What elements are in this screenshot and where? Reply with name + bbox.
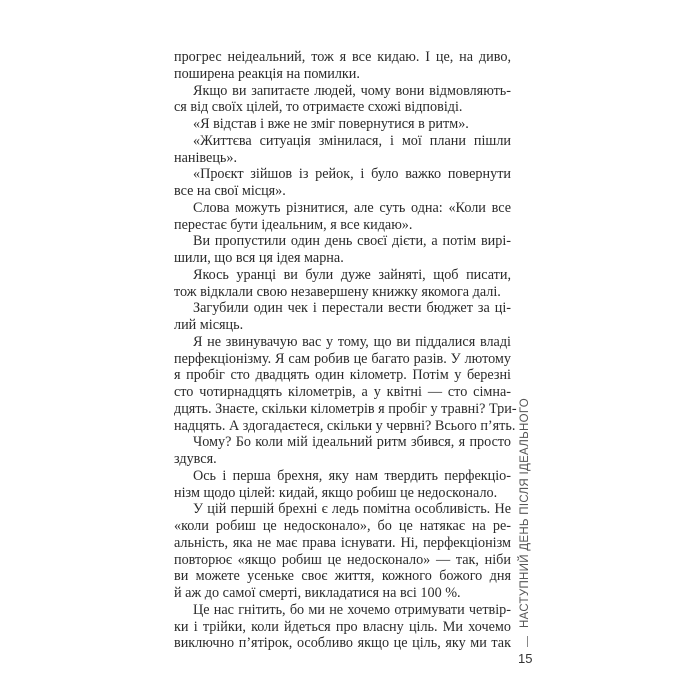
text-line: сто чотирнадцять кілометрів, а у квітні — сто сімна- <box>174 384 511 400</box>
paragraph <box>174 602 511 652</box>
paragraph <box>174 166 511 200</box>
text-line: «коли робиш це недосконало», бо це натякає на ре- <box>174 518 511 534</box>
text-line: шили, що вся ця ідея марна. <box>174 250 344 266</box>
paragraph <box>174 300 511 334</box>
text-line: перфекціонізму. Я сам робив це багато разів. У лютому <box>174 350 511 367</box>
text-line: «Життєва ситуація змінилася, і мої плани пішли <box>193 132 511 149</box>
paragraph <box>174 116 511 133</box>
text-line: ки і трійки, коли йдеться про власну ціль. Ми хочемо <box>174 618 511 635</box>
text-line: прогрес неідеальний, тож я все кидаю. І це, на диво, <box>174 49 511 65</box>
text-line: «Проєкт зійшов із рейок, і було важко повернути <box>193 166 511 183</box>
body-text <box>174 49 517 652</box>
paragraph <box>174 83 511 117</box>
page-number: 15 <box>518 651 533 666</box>
text-line: все на свої місця». <box>174 183 286 199</box>
text-line: я пробіг сто двадцять один кілометр. Потім у березні <box>174 367 511 384</box>
paragraph <box>174 501 511 602</box>
text-line: й аж до самої смерті, викладатися на всі 100 %. <box>174 585 461 601</box>
text-line: Якось уранці ви були дуже зайняті, щоб писати, <box>193 266 511 283</box>
text-line: нізм щодо цілей: кидай, якщо робиш це недосконало. <box>174 484 498 501</box>
text-line: нанівець». <box>174 149 238 166</box>
text-line: тож відклали свою незавершену книжку якомога далі. <box>174 283 501 300</box>
text-line: альність, яка не має права існувати. Ні, перфекціонізм <box>174 534 511 551</box>
text-line: дцять. Знаєте, скільки кілометрів я пробіг у травні? Три- <box>174 400 517 417</box>
text-line: надцять. А здогадаєтеся, скільки у червні? Всього п’ять. <box>174 417 516 434</box>
paragraph <box>174 434 511 468</box>
paragraph <box>174 267 511 301</box>
paragraph <box>174 200 511 234</box>
running-head-divider <box>527 636 528 647</box>
text-line: поширена реакція на помилки. <box>174 65 360 82</box>
text-line: Слова можуть різнитися, але суть одна: «Коли все <box>193 199 511 216</box>
paragraph <box>174 133 511 167</box>
text-line: ся від своїх цілей, то отримаєте схожі відповіді. <box>174 99 463 116</box>
text-line: перестає бути ідеальним, я все кидаю». <box>174 216 413 233</box>
text-line: лий місяць. <box>174 317 244 333</box>
text-line: Це нас гнітить, бо ми не хочемо отримувати четвір- <box>193 601 511 618</box>
text-line: Загубили один чек і перестали вести бюджет за ці- <box>193 300 511 317</box>
text-line: повторює «якщо робиш це недосконало» — так, ніби <box>174 551 511 568</box>
paragraph <box>174 49 511 83</box>
text-line: Я не звинувачую вас у тому, що ви піддалися владі <box>193 333 511 350</box>
text-line: виключно п’ятірок, особливо якщо це ціль, яку ми так <box>174 635 511 652</box>
text-line: У цій першій брехні є ледь помітна особливість. Не <box>193 501 511 518</box>
paragraph <box>174 233 511 267</box>
text-line: Ось і перша брехня, яку нам твердить перфекціо- <box>193 467 511 484</box>
running-head: НАСТУПНИЙ ДЕНЬ ПІСЛЯ ІДЕАЛЬНОГО <box>519 398 531 628</box>
text-line: Якщо ви запитаєте людей, чому вони відмовляють- <box>193 82 511 99</box>
text-line: Чому? Бо коли мій ідеальний ритм збився, я просто <box>193 434 511 451</box>
text-line: ви можете усеньке своє життя, кожного божого дня <box>174 568 511 585</box>
text-line: «Я відстав і вже не зміг повернутися в ритм». <box>193 116 469 132</box>
text-line: здувся. <box>174 451 217 467</box>
text-line: Ви пропустили один день своєї дієти, а потім вирі- <box>193 233 511 250</box>
paragraph <box>174 333 517 435</box>
paragraph <box>174 468 511 502</box>
